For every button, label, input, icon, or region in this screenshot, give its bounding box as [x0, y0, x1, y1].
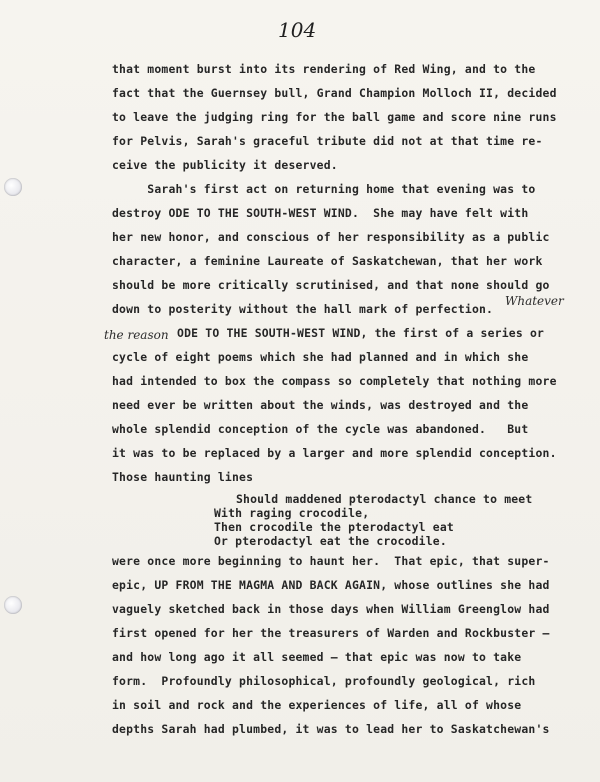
- paragraph-2-line: had intended to box the compass so completely that nothing more: [112, 374, 557, 388]
- punch-hole-bottom: [4, 596, 22, 614]
- paragraph-2-line: Sarah's first act on returning home that evening was to: [112, 182, 536, 196]
- paragraph-1-line: that moment burst into its rendering of Red Wing, and to the: [112, 62, 536, 76]
- paragraph-2-line: destroy ODE TO THE SOUTH-WEST WIND. She may have felt with: [112, 206, 529, 220]
- paragraph-3-line: form. Profoundly philosophical, profoundly geological, rich: [112, 674, 536, 688]
- verse-line: Or pterodactyl eat the crocodile.: [214, 534, 447, 548]
- paragraph-2-line: Those haunting lines: [112, 470, 254, 484]
- verse-line: With raging crocodile,: [214, 506, 370, 520]
- paragraph-2-line: ODE TO THE SOUTH-WEST WIND, the first of a series or: [170, 326, 545, 340]
- verse-line: Then crocodile the pterodactyl eat: [214, 520, 454, 534]
- punch-hole-top: [4, 178, 22, 196]
- paragraph-1-line: to leave the judging ring for the ball game and score nine runs: [112, 110, 557, 124]
- paragraph-2-line: her new honor, and conscious of her responsibility as a public: [112, 230, 550, 244]
- paragraph-2-line: whole splendid conception of the cycle was abandoned. But: [112, 422, 529, 436]
- paragraph-2-line: down to posterity without the hall mark of perfection.: [112, 302, 494, 316]
- paragraph-3-line: first opened for her the treasurers of Warden and Rockbuster —: [112, 626, 550, 640]
- paragraph-1-line: fact that the Guernsey bull, Grand Champion Molloch II, decided: [112, 86, 557, 100]
- handwritten-insertion-whatever: Whatever: [505, 294, 564, 308]
- paragraph-3-line: epic, UP FROM THE MAGMA AND BACK AGAIN, whose outlines she had: [112, 578, 550, 592]
- paragraph-1-line: ceive the publicity it deserved.: [112, 158, 338, 172]
- paragraph-3-line: and how long ago it all seemed — that epic was now to take: [112, 650, 522, 664]
- paragraph-2-line: should be more critically scrutinised, and that none should go: [112, 278, 550, 292]
- page-number: 104: [278, 18, 317, 42]
- paragraph-2-line: need ever be written about the winds, was destroyed and the: [112, 398, 529, 412]
- paragraph-3-line: vaguely sketched back in those days when William Greenglow had: [112, 602, 550, 616]
- paragraph-3-line: were once more beginning to haunt her. That epic, that super-: [112, 554, 550, 568]
- paragraph-2-line: cycle of eight poems which she had planned and in which she: [112, 350, 529, 364]
- paragraph-2-line: it was to be replaced by a larger and more splendid conception.: [112, 446, 557, 460]
- paragraph-3-line: depths Sarah had plumbed, it was to lead her to Saskatchewan's: [112, 722, 550, 736]
- handwritten-insertion-the-reason: the reason: [104, 328, 169, 342]
- verse-line: Should maddened pterodactyl chance to meet: [236, 492, 533, 506]
- paragraph-2-line: character, a feminine Laureate of Saskatchewan, that her work: [112, 254, 543, 268]
- paragraph-1-line: for Pelvis, Sarah's graceful tribute did not at that time re-: [112, 134, 543, 148]
- paragraph-3-line: in soil and rock and the experiences of life, all of whose: [112, 698, 522, 712]
